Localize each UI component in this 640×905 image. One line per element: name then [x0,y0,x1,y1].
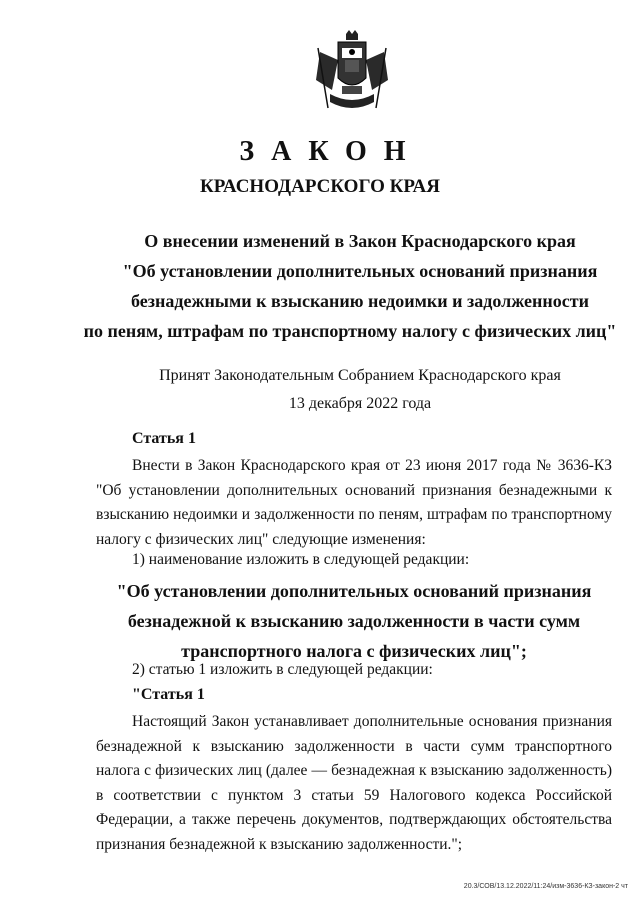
adoption-info [90,362,630,418]
article-1-heading: Статья 1 [132,430,196,447]
new-title-line-3: транспортного налога с физических лиц"; [181,641,527,661]
subject-line-3: безнадежными к взысканию недоимки и задолженности [131,291,589,311]
adoption-line-1: Принят Законодательным Собранием Краснодарского края [159,367,561,384]
law-subject [83,226,630,346]
item-1: 1) наименование изложить в следующей редакции: [132,551,470,568]
article-1-intro-text: Внести в Закон Краснодарского края от 23 июня 2017 года № 3636-КЗ "Об установлении дополнительных оснований признания безнадежными к взысканию недоимки и задолженности по пеням, штрафам по транспортному налогу с физических лиц" следующие изменения: [96,457,612,548]
new-title-line-2: безнадежной к взысканию задолженности в части сумм [127,611,581,631]
quoted-article-text: Настоящий Закон устанавливает дополнительные основания признания безнадежной к взысканию задолженности в части сумм транспортного налога с физических лиц (далее — безнадежная к взысканию задолженность) в соответствии с пунктом 3 статьи 59 Налогового кодекса Российской Федерации, а также перечень документов, подтверждающих обстоятельства признания безнадежной к взысканию задолженности."; [96,713,612,853]
quoted-article-body [96,710,612,857]
region-title: КРАСНОДАРСКОГО КРАЯ [199,176,441,197]
new-title-block [96,576,612,666]
subject-line-1: О внесении изменений в Закон Краснодарского края [144,231,576,251]
coat-of-arms-emblem [312,30,392,112]
new-title-line-1: "Об установлении дополнительных оснований признания [116,581,592,601]
adoption-date: 13 декабря 2022 года [288,395,432,412]
article-1-intro [96,454,612,552]
subject-line-4: по пеням, штрафам по транспортному налогу с физических лиц" [83,321,617,341]
law-title: ЗАКОН [239,136,423,167]
subject-line-2: "Об установлении дополнительных оснований признания [122,261,598,281]
quoted-article-heading: "Статья 1 [132,686,205,703]
item-2: 2) статью 1 изложить в следующей редакции: [132,661,433,678]
document-footer-code: 20.3/СОВ/13.12.2022/11:24/изм-3636-КЗ-закон-2 чт [463,883,628,890]
